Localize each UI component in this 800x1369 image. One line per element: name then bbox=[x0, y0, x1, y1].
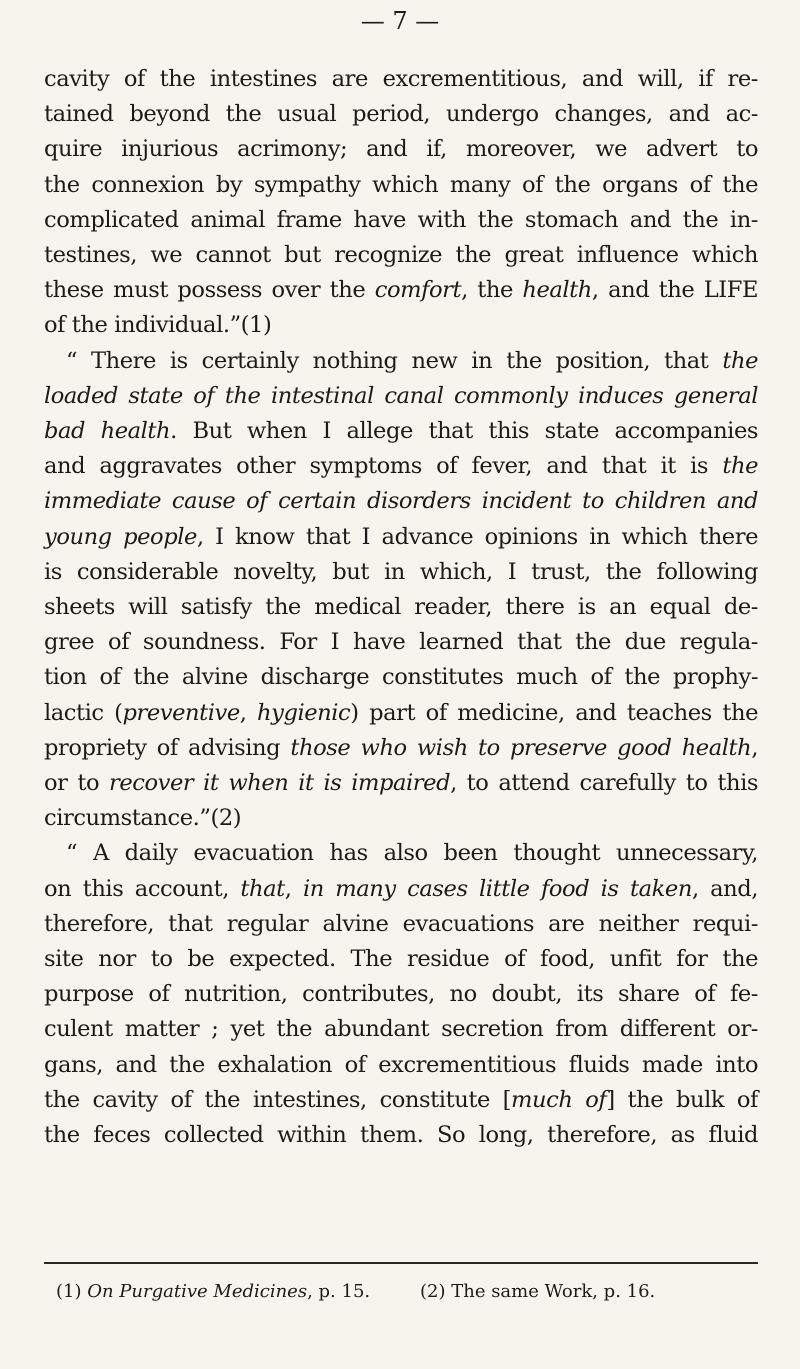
text-line: site nor to be expected. The residue of food, unfit for the bbox=[44, 946, 758, 973]
text-line: “ There is certainly nothing new in the position, that the bbox=[66, 347, 758, 374]
text-line: cavity of the intestines are excrementitious, and will, if re- bbox=[44, 66, 758, 92]
text-line: young people, I know that I advance opinions in which there bbox=[44, 523, 758, 550]
text-line: the cavity of the intestines, constitute [much of] the bulk of bbox=[44, 1086, 758, 1113]
text-line: the connexion by sympathy which many of the organs of the bbox=[44, 171, 758, 198]
text-line: the feces collected within them. So long, therefore, as fluid bbox=[44, 1122, 758, 1149]
text-line: of the individual.”(1) bbox=[44, 312, 272, 339]
text-line: circumstance.”(2) bbox=[44, 805, 242, 832]
text-line: loaded state of the intestinal canal commonly induces general bbox=[44, 382, 758, 409]
text-line: sheets will satisfy the medical reader, there is an equal de- bbox=[44, 594, 758, 621]
footnote-divider bbox=[44, 1262, 758, 1264]
text-line: on this account, that, in many cases little food is taken, and, bbox=[44, 875, 758, 902]
text-line: gans, and the exhalation of excrementitious fluids made into bbox=[44, 1051, 758, 1078]
text-line: immediate cause of certain disorders incident to children and bbox=[44, 488, 758, 515]
text-line: therefore, that regular alvine evacuations are neither requi- bbox=[44, 910, 758, 937]
text-line: tained beyond the usual period, undergo changes, and ac- bbox=[44, 101, 758, 128]
text-line: is considerable novelty, but in which, I trust, the following bbox=[44, 558, 758, 585]
text-line: bad health. But when I allege that this state accompanies bbox=[44, 418, 759, 445]
text-line: complicated animal frame have with the stomach and the in- bbox=[44, 206, 758, 233]
text-line: and aggravates other symptoms of fever, and that it is the bbox=[44, 453, 758, 480]
footnote-1: (1) On Purgative Medicines, p. 15. bbox=[56, 1281, 371, 1302]
text-line: testines, we cannot but recognize the great influence which bbox=[44, 242, 758, 269]
body-text bbox=[44, 62, 758, 1153]
text-line: culent matter ; yet the abundant secretion from different or- bbox=[44, 1016, 758, 1043]
text-line: tion of the alvine discharge constitutes much of the prophy- bbox=[44, 664, 758, 691]
footnote-2: (2) The same Work, p. 16. bbox=[420, 1281, 656, 1302]
text-line: “ A daily evacuation has also been thought unnecessary, bbox=[66, 840, 758, 867]
text-line: propriety of advising those who wish to preserve good health, bbox=[44, 734, 758, 761]
text-line: gree of soundness. For I have learned that the due regula- bbox=[44, 629, 758, 656]
text-line: quire injurious acrimony; and if, moreover, we advert to bbox=[44, 136, 758, 163]
page-number: — 7 — bbox=[360, 7, 440, 35]
text-line: lactic (preventive, hygienic) part of medicine, and teaches the bbox=[44, 699, 758, 726]
text-line: purpose of nutrition, contributes, no doubt, its share of fe- bbox=[44, 981, 758, 1008]
text-line: or to recover it when it is impaired, to attend carefully to this bbox=[44, 770, 759, 797]
text-line: these must possess over the comfort, the health, and the LIFE bbox=[44, 277, 758, 304]
